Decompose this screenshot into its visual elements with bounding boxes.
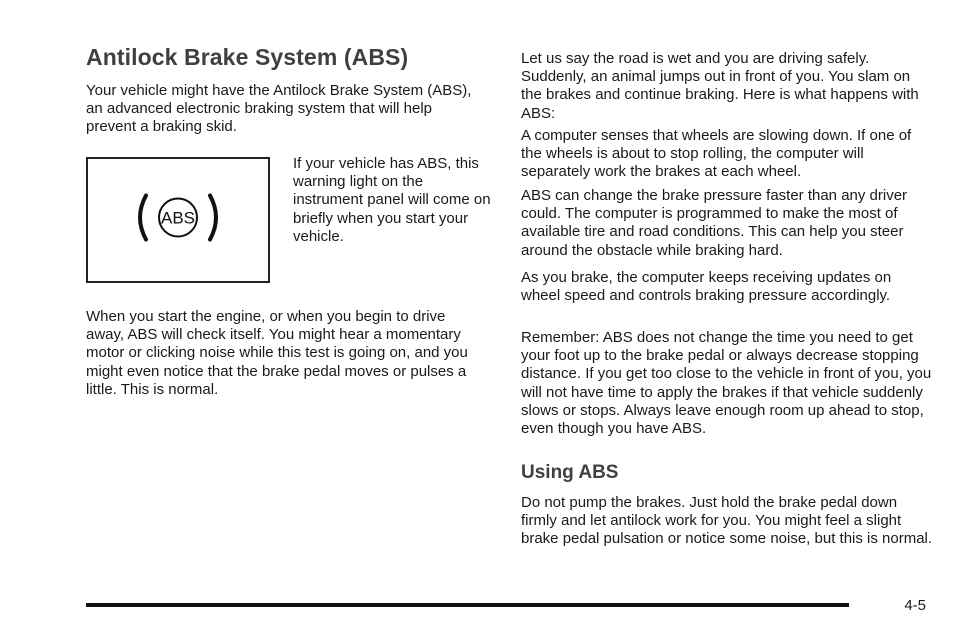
page-number: 4-5 (904, 597, 926, 614)
intro-paragraph: Your vehicle might have the Antilock Brake System (ABS), an advanced electronic braking system that will help prevent a braking skid. (86, 82, 472, 136)
abs-warning-light-figure (86, 157, 270, 283)
footer-rule (86, 603, 849, 607)
engine-start-paragraph: When you start the engine, or when you begin to drive away, ABS will check itself. You might hear a momentary motor or clicking noise while this test is going on, and you might even notice that the brake pedal moves or pulses a little. This is normal. (86, 308, 468, 398)
warning-light-paragraph: If your vehicle has ABS, this warning light on the instrument panel will come on briefly when you start your vehicle. (293, 155, 491, 245)
page-title: Antilock Brake System (ABS) (86, 44, 409, 70)
using-abs-paragraph: Do not pump the brakes. Just hold the brake pedal down firmly and let antilock work for you. You might feel a slight brake pedal pulsation or notice some noise, but this is normal. (521, 494, 933, 548)
abs-icon-label: ABS (160, 208, 196, 228)
abs-warning-light-icon (132, 188, 224, 253)
brake-pressure-paragraph: ABS can change the brake pressure faster than any driver could. The computer is programmed to make the most of available tire and road conditions. This can help you steer around the obstacle while braking hard. (521, 187, 908, 259)
using-abs-heading: Using ABS (521, 462, 619, 483)
computer-senses-paragraph: A computer senses that wheels are slowing down. If one of the wheels is about to stop rolling, the computer will separately work the brakes at each wheel. (521, 127, 912, 181)
wheel-speed-paragraph: As you brake, the computer keeps receiving updates on wheel speed and controls braking pressure accordingly. (521, 269, 892, 305)
wet-road-paragraph: Let us say the road is wet and you are driving safely. Suddenly, an animal jumps out in front of you. You slam on the brakes and continue braking. Here is what happens with ABS: (521, 50, 919, 122)
remember-paragraph: Remember: ABS does not change the time you need to get your foot up to the brake pedal or always decrease stopping distance. If you get too close to the vehicle in front of you, you will not have time to apply the brakes if that vehicle suddenly slows or stops. Always leave enough room up ahead to stop, even though you have ABS. (521, 329, 932, 438)
